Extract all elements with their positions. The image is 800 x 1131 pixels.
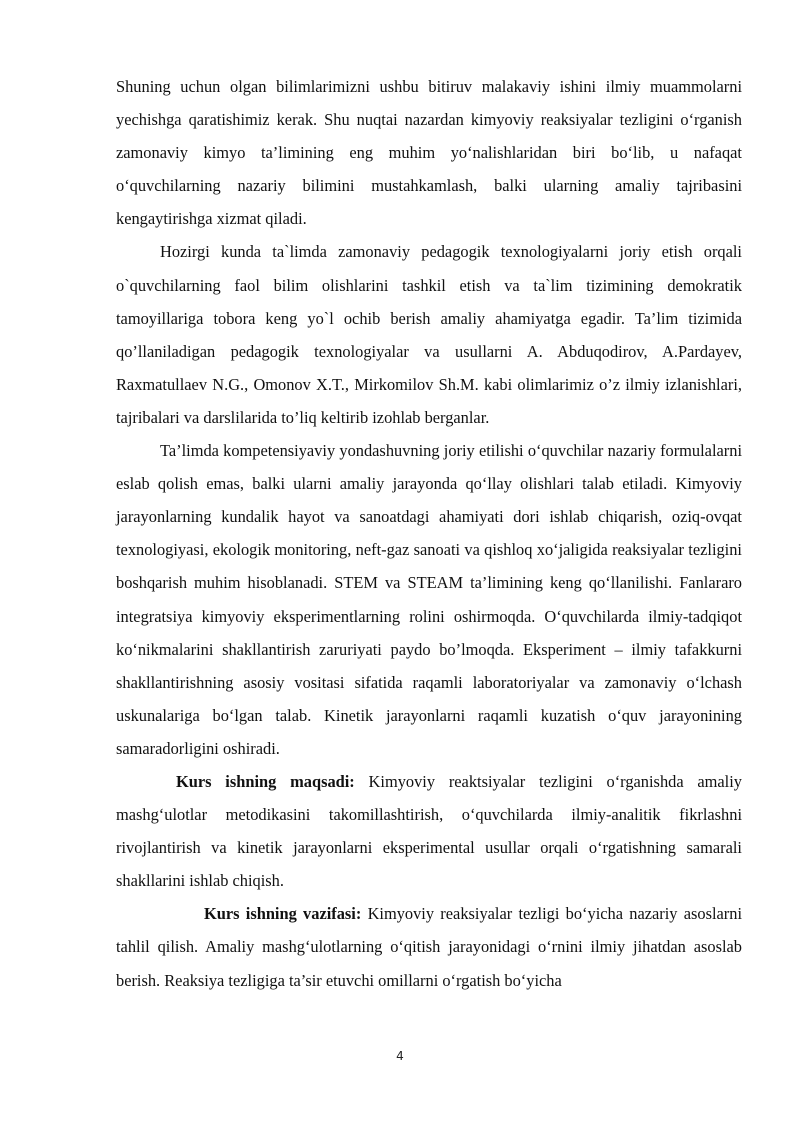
- paragraph-competency-approach: [116, 434, 742, 765]
- course-goal-heading: Kurs ishning maqsadi:: [176, 771, 355, 791]
- paragraph-pedagogical-technologies-text: Hozirgi kunda ta`limda zamonaviy pedagogik texnologiyalarni joriy etish orqali o`quvchilarning faol bilim olishlarini tashkil etish va ta`lim tizimining demokratik tamoyillariga tobora keng yo`l ochib berish amaliy ahamiyatga egadir. Ta’lim tizimida qo’llaniladigan pedagogik texnologiyalar va usullarni A. Abduqodirov, A.Pardayev, Raxmatullaev N.G., Omonov X.T., Mirkomilov Sh.M. kabi olimlarimiz o’z ilmiy izlanishlari, tajribalari va darslilarida to’liq keltirib izohlab berganlar.: [116, 242, 742, 427]
- document-body: [116, 70, 742, 997]
- paragraph-pedagogical-technologies: [116, 235, 742, 434]
- course-tasks-heading: Kurs ishning vazifasi:: [204, 904, 362, 924]
- paragraph-competency-approach-text: Ta’limda kompetensiyaviy yondashuvning joriy etilishi o‘quvchilar nazariy formulalarni eslab qolish emas, balki ularni amaliy jarayonda qo‘llay olishlari talab etiladi. Kimyoviy jarayonlarning kundalik hayot va sanoatdagi ahamiyati dori ishlab chiqarish, oziq-ovqat texnologiyasi, ekologik monitoring, neft-gaz sanoati va qishloq xo‘jaligida reaksiyalar tezligini boshqarish muhim hisoblanadi. STEM va STEAM ta’limining keng qo‘llanilishi. Fanlararo integratsiya kimyoviy eksperimentlarning rolini oshirmoqda. O‘quvchilarda ilmiy-tadqiqot ko‘nikmalarini shakllantirish zaruriyati paydo bo’lmoqda. Eksperiment – ilmiy tafakkurni shakllantirishning asosiy vositasi sifatida raqamli laboratoriyalar va zamonaviy o‘lchash uskunalariga bo‘lgan talab. Kinetik jarayonlarni raqamli kuzatish o‘quv jarayonining samaradorligini oshiradi.: [116, 441, 742, 758]
- page-number: 4: [396, 1049, 404, 1063]
- paragraph-course-tasks: [116, 897, 742, 996]
- course-goal-text: Kimyoviy reaktsiyalar tezligini o‘rganishda amaliy mashg‘ulotlar metodikasini takomillashtirish, o‘quvchilarda ilmiy-analitik fikrlashni rivojlantirish va kinetik jarayonlarni eksperimental usullar orqali o‘rgatishning samarali shakllarini ishlab chiqish.: [116, 771, 742, 891]
- paragraph-intro: [116, 70, 742, 235]
- paragraph-course-goal: [116, 765, 742, 897]
- course-tasks-text: Kimyoviy reaksiyalar tezligi bo‘yicha nazariy asoslarni tahlil qilish. Amaliy mashg‘ulotlarning o‘qitish jarayonidagi o‘rnini ilmiy jihatdan asoslab berish. Reaksiya tezligiga ta’sir etuvchi omillarni o‘rgatish bo‘yicha: [116, 904, 743, 990]
- paragraph-intro-text: Shuning uchun olgan bilimlarimizni ushbu bitiruv malakaviy ishini ilmiy muammolarni yechishga qaratishimiz kerak. Shu nuqtai nazardan kimyoviy reaksiyalar tezligini o‘rganish zamonaviy kimyo ta’limining eng muhim yo‘nalishlaridan biri bo‘lib, u nafaqat o‘quvchilarning nazariy bilimini mustahkamlash, balki ularning amaliy tajribasini kengaytirishga xizmat qiladi.: [116, 77, 742, 229]
